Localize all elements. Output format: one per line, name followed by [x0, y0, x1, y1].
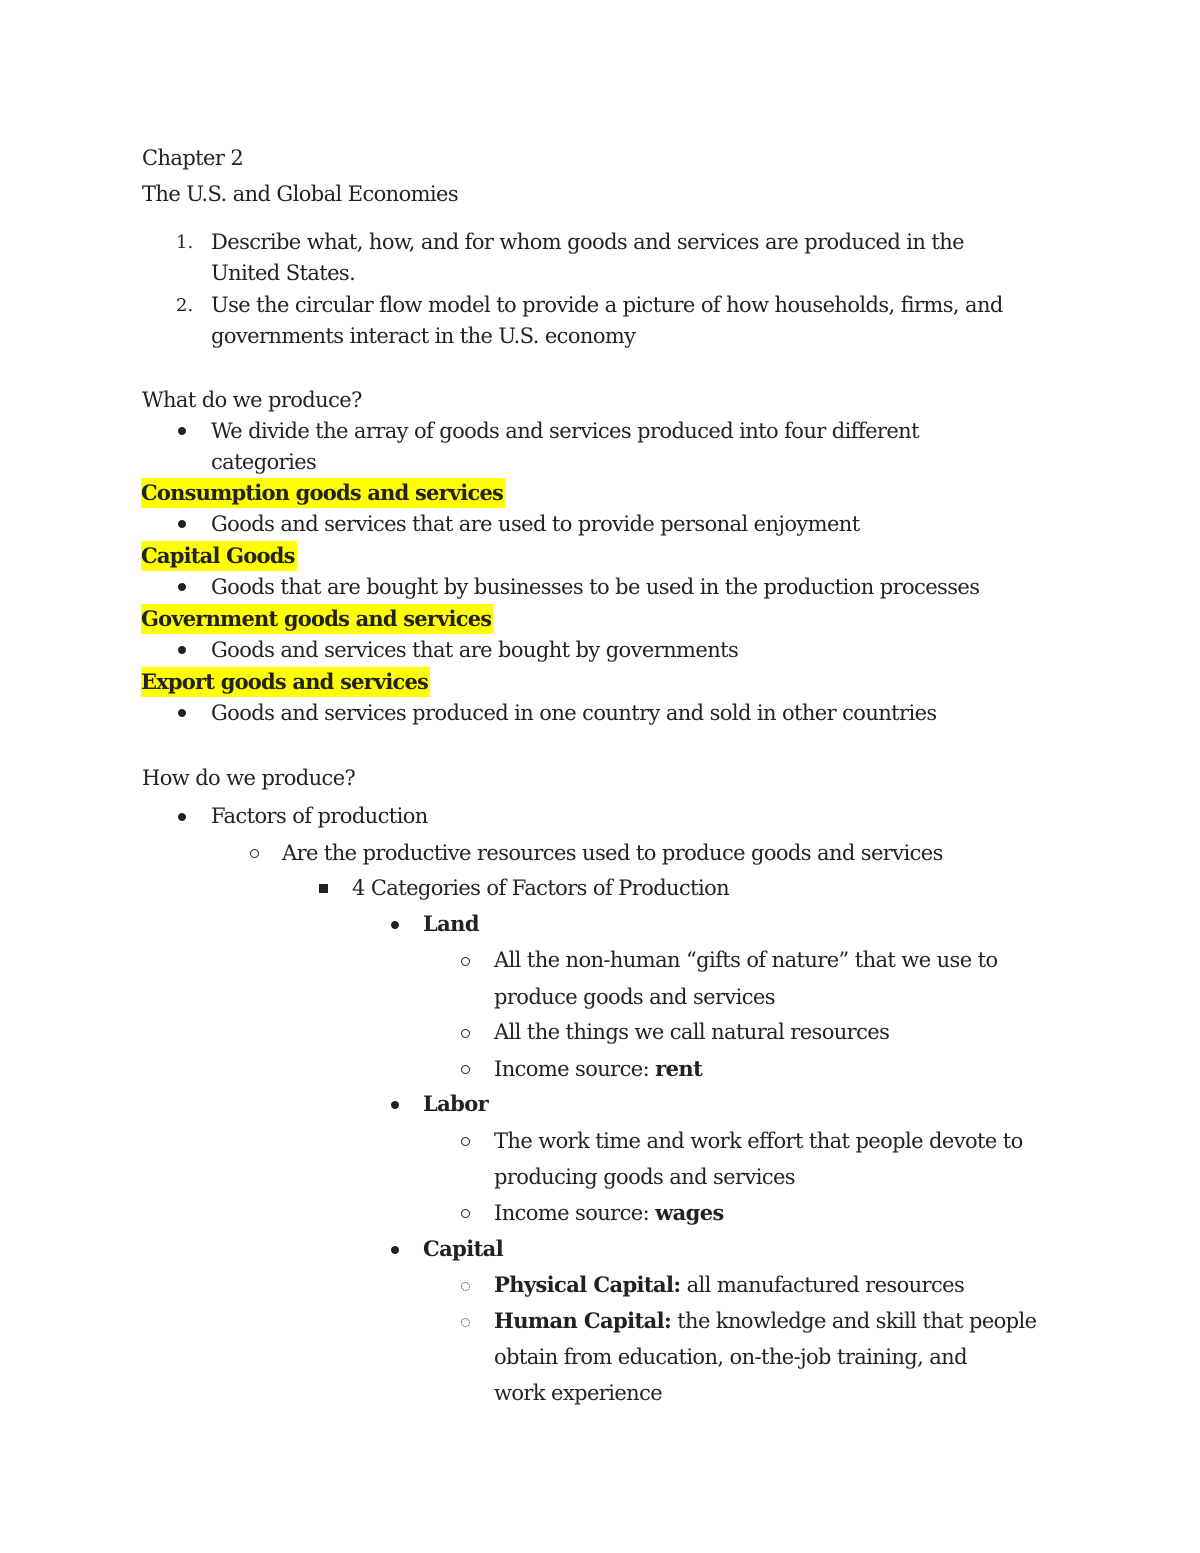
term-label: Physical Capital: — [494, 1272, 681, 1297]
objective-number: 1. — [176, 232, 194, 253]
section-question: How do we produce? — [142, 766, 356, 790]
list-item-text: Goods that are bought by businesses to be used in the production processes — [211, 575, 980, 599]
list-item-text: Goods and services that are bought by governments — [211, 638, 739, 662]
income-label: Income source: — [494, 1057, 656, 1081]
list-item-text: 4 Categories of Factors of Production — [352, 876, 730, 900]
bullet-circle-icon — [461, 957, 470, 966]
bullet-circle-icon — [461, 1029, 470, 1038]
list-item-text: All the things we call natural resources — [494, 1020, 890, 1044]
bullet-disc-icon — [178, 646, 186, 654]
highlighted-category: Government goods and services — [141, 604, 493, 634]
list-item-text: work experience — [494, 1381, 663, 1405]
term-definition: all manufactured resources — [680, 1273, 965, 1297]
list-item-text: producing goods and services — [494, 1165, 795, 1189]
bullet-disc-icon — [391, 921, 399, 929]
bullet-square-icon — [319, 884, 328, 893]
bullet-circle-icon — [461, 1282, 470, 1291]
list-item-text: Factors of production — [211, 804, 428, 828]
objective-text: Use the circular flow model to provide a picture of how households, firms, and — [211, 293, 1003, 317]
chapter-title: The U.S. and Global Economies — [142, 182, 459, 206]
list-item-text — [494, 1307, 1036, 1335]
bullet-disc-icon — [178, 520, 186, 528]
list-item-text: The work time and work effort that people devote to — [494, 1129, 1023, 1153]
bullet-disc-icon — [178, 427, 186, 435]
list-item-text: All the non-human “gifts of nature” that we use to — [494, 948, 998, 972]
bullet-circle-icon — [250, 849, 259, 858]
bullet-circle-icon — [461, 1318, 470, 1327]
list-item-text: Goods and services produced in one country and sold in other countries — [211, 701, 937, 725]
objective-text: Describe what, how, and for whom goods and services are produced in the — [211, 230, 964, 254]
highlighted-category: Capital Goods — [141, 541, 297, 571]
list-item-text: obtain from education, on-the-job training, and — [494, 1345, 967, 1369]
section-question: What do we produce? — [142, 388, 362, 412]
factor-title-labor: Labor — [423, 1091, 489, 1116]
bullet-disc-icon — [391, 1101, 399, 1109]
list-item-text: produce goods and services — [494, 985, 775, 1009]
factor-title-capital: Capital — [423, 1236, 504, 1261]
income-value: wages — [655, 1200, 724, 1225]
chapter-label: Chapter 2 — [142, 146, 244, 170]
bullet-disc-icon — [178, 813, 186, 821]
list-item-text: Are the productive resources used to produce goods and services — [282, 841, 943, 865]
list-item-text: categories — [211, 450, 317, 474]
list-item-text: Goods and services that are used to provide personal enjoyment — [211, 512, 860, 536]
income-label: Income source: — [494, 1201, 656, 1225]
objective-text: United States. — [211, 261, 356, 285]
bullet-circle-icon — [461, 1065, 470, 1074]
income-value: rent — [655, 1056, 703, 1081]
term-label: Human Capital: — [494, 1308, 672, 1333]
bullet-disc-icon — [178, 709, 186, 717]
list-item-text — [494, 1055, 702, 1083]
term-definition: the knowledge and skill that people — [671, 1309, 1037, 1333]
highlighted-category: Export goods and services — [141, 667, 430, 697]
factor-title-land: Land — [423, 911, 479, 936]
bullet-circle-icon — [461, 1137, 470, 1146]
list-item-text: We divide the array of goods and services produced into four different — [211, 419, 919, 443]
bullet-disc-icon — [178, 583, 186, 591]
highlighted-category: Consumption goods and services — [141, 478, 505, 508]
bullet-circle-icon — [461, 1209, 470, 1218]
bullet-disc-icon — [391, 1246, 399, 1254]
list-item-text — [494, 1199, 724, 1227]
objective-number: 2. — [176, 295, 194, 316]
list-item-text — [494, 1271, 964, 1299]
objective-text: governments interact in the U.S. economy — [211, 324, 636, 348]
